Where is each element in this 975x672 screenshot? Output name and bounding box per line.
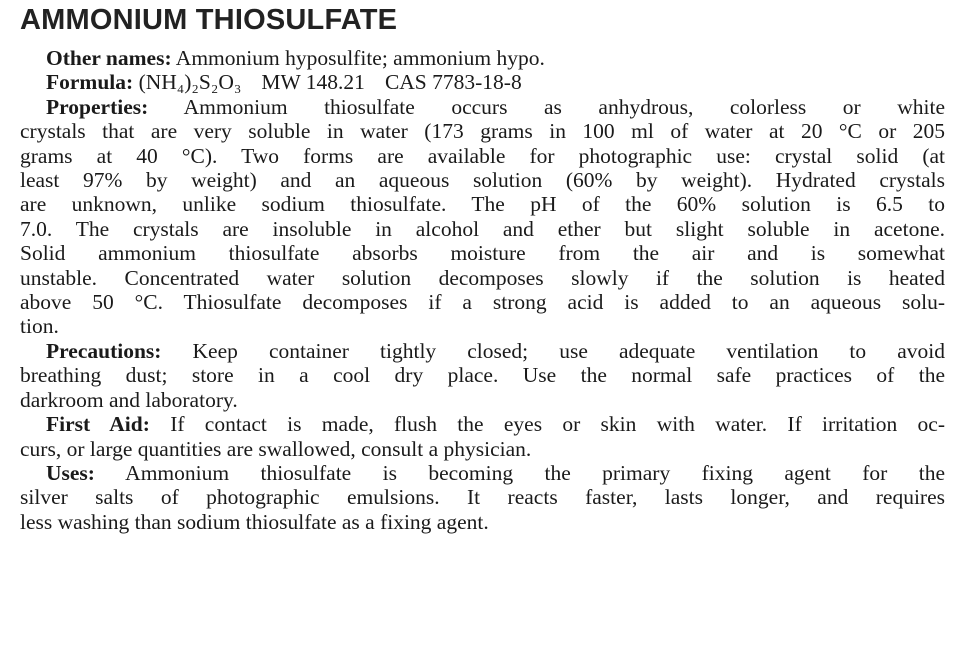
line-text: 7.0. The crystals are insoluble in alcohol and ether but slight soluble in acetone. — [20, 216, 945, 241]
section-label: Properties: — [46, 94, 149, 119]
line-text: above 50 °C. Thiosulfate decomposes if a strong acid is added to an aqueous solu- — [20, 290, 945, 315]
text-line — [20, 144, 945, 168]
other-names-text: Ammonium hyposulfite; ammonium hypo. — [171, 46, 545, 70]
section-label: Uses: — [46, 460, 95, 485]
text-line — [20, 510, 945, 534]
section-label: Precautions: — [46, 338, 162, 363]
section-uses — [20, 461, 945, 534]
text-line — [20, 437, 945, 461]
text-line — [20, 95, 945, 119]
formula-label: Formula: — [46, 70, 134, 95]
line-text: grams at 40 °C). Two forms are available for photographic use: crystal solid (at — [20, 143, 945, 168]
text-line — [20, 412, 945, 436]
text-line — [20, 241, 945, 265]
line-text: curs, or large quantities are swallowed, consult a physician. — [20, 436, 532, 461]
text-line — [20, 168, 945, 192]
section-label: First Aid: — [46, 412, 150, 437]
text-line — [20, 388, 945, 412]
text-line — [20, 314, 945, 338]
line-text: Ammonium thiosulfate occurs as anhydrous, colorless or white — [148, 94, 945, 119]
section-precautions — [20, 339, 945, 412]
line-text: unstable. Concentrated water solution decomposes slowly if the solution is heated — [20, 265, 945, 290]
document-title: AMMONIUM THIOSULFATE — [20, 4, 398, 36]
cas-number: CAS 7783-18-8 — [384, 70, 522, 95]
line-text: darkroom and laboratory. — [20, 387, 238, 412]
line-text: breathing dust; store in a cool dry place. Use the normal safe practices of the — [20, 363, 945, 388]
text-line — [20, 461, 945, 485]
formula-value: (NH₄)₂S₂O₃ — [133, 70, 242, 95]
line-text: Ammonium thiosulfate is becoming the primary fixing agent for the — [94, 460, 945, 485]
text-line — [20, 266, 945, 290]
document-body — [20, 46, 945, 534]
line-text: tion. — [20, 314, 59, 339]
line-text: Keep container tightly closed; use adequate ventilation to avoid — [161, 338, 945, 363]
formula-line — [20, 70, 945, 94]
text-line — [20, 192, 945, 216]
section-properties — [20, 95, 945, 339]
line-text: least 97% by weight) and an aqueous solution (60% by weight). Hydrated crystals — [20, 168, 945, 193]
text-line — [20, 217, 945, 241]
line-text: crystals that are very soluble in water (173 grams in 100 ml of water at 20 °C or 205 — [20, 119, 945, 144]
line-text: If contact is made, flush the eyes or skin with water. If irritation oc- — [149, 412, 946, 437]
line-text: less washing than sodium thiosulfate as a fixing agent. — [20, 509, 489, 534]
text-line — [20, 363, 945, 387]
text-line — [20, 339, 945, 363]
other-names-label: Other names: — [46, 46, 172, 70]
other-names — [20, 46, 945, 70]
text-line — [20, 290, 945, 314]
line-text: Solid ammonium thiosulfate absorbs moisture from the air and is somewhat — [20, 241, 945, 266]
text-line — [20, 485, 945, 509]
section-first-aid — [20, 412, 945, 461]
line-text: silver salts of photographic emulsions. It reacts faster, lasts longer, and requires — [20, 485, 945, 510]
molecular-weight: MW 148.21 — [261, 70, 365, 95]
text-line — [20, 119, 945, 143]
line-text: are unknown, unlike sodium thiosulfate. The pH of the 60% solution is 6.5 to — [20, 192, 945, 217]
